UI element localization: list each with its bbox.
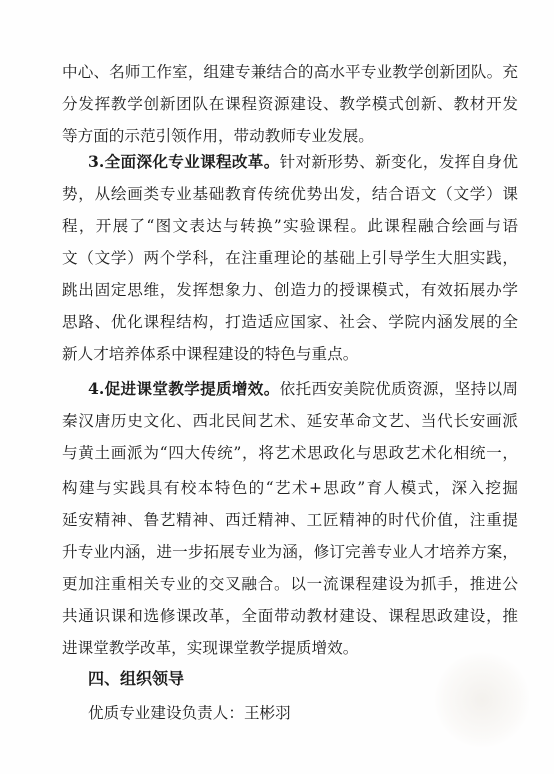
text-line: 更加注重相关专业的交叉融合。以一流课程建设为抓手，推进公 — [62, 575, 518, 593]
text-line: 思路、优化课程结构，打造适应国家、社会、学院内涵发展的全 — [62, 313, 518, 331]
text-line: 文（文学）两个学科，在注重理论的基础上引导学生大胆实践， — [62, 249, 518, 267]
paper-stain — [434, 652, 530, 748]
text-line: 延安精神、鲁艺精神、西迁精神、工匠精神的时代价值，注重提 — [62, 511, 518, 529]
text-line: 中心、名师工作室，组建专兼结合的高水平专业教学创新团队。充 — [62, 63, 518, 81]
text-line: 势，从绘画类专业基础教育传统优势出发，结合语文（文学）课 — [62, 185, 518, 203]
section-heading: 四、组织领导 — [88, 669, 185, 688]
subheading-course-reform: 3.全面深化专业课程改革。 — [88, 152, 280, 171]
paragraph-first-line — [88, 152, 518, 172]
text-run: 针对新形势、新变化，发挥自身优 — [279, 153, 518, 171]
text-line: 与黄土画派为“四大传统”，将艺术思政化与思政艺术化相统一， — [62, 444, 518, 462]
text-line: 跳出固定思维，发挥想象力、创造力的授课模式，有效拓展办学 — [62, 281, 518, 299]
text-line: 构建与实践具有校本特色的“艺术+思政”育人模式，深入挖掘 — [62, 479, 518, 497]
text-line: 分发挥教学创新团队在课程资源建设、教学模式创新、教材开发 — [62, 95, 518, 113]
text-line: 秦汉唐历史文化、西北民间艺术、延安革命文艺、当代长安画派 — [62, 412, 518, 430]
text-line: 等方面的示范引领作用，带动教师专业发展。 — [62, 127, 374, 145]
responsible-person-line: 优质专业建设负责人：王彬羽 — [88, 704, 291, 722]
text-line: 共通识课和选修课改革，全面带动教材建设、课程思政建设，推 — [62, 607, 518, 625]
text-line: 程，开展了“图文表达与转换”实验课程。此课程融合绘画与语 — [62, 217, 518, 235]
text-line: 升专业内涵，进一步拓展专业为涵，修订完善专业人才培养方案， — [62, 543, 518, 561]
text-line: 进课堂教学改革，实现课堂教学提质增效。 — [62, 639, 359, 657]
subheading-classroom-teaching: 4.促进课堂教学提质增效。 — [88, 379, 280, 398]
paragraph-first-line — [88, 379, 518, 399]
text-run: 依托西安美院优质资源，坚持以周 — [279, 380, 518, 398]
text-line: 新人才培养体系中课程建设的特色与重点。 — [62, 345, 359, 363]
